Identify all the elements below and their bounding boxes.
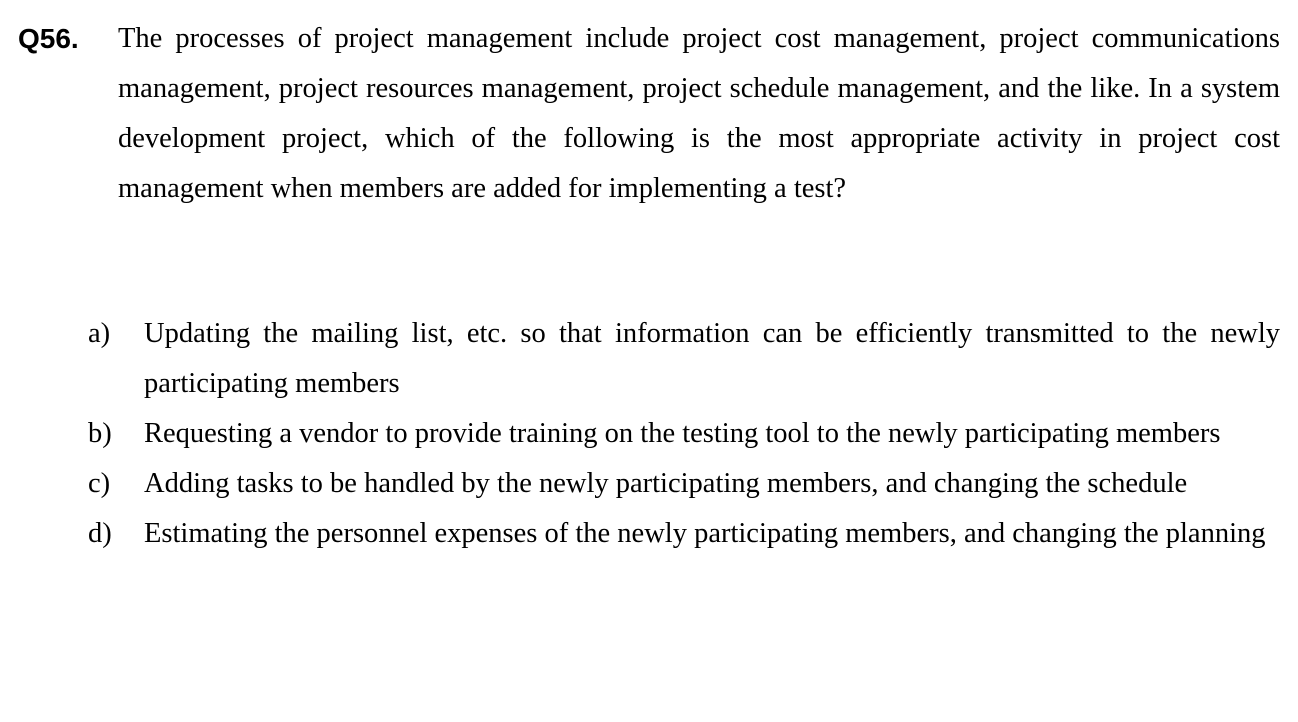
choice-text: Estimating the personnel expenses of the newly participating members, and changing the planning (144, 518, 1266, 549)
answer-choices (88, 309, 1280, 559)
choice-label: b) (88, 418, 112, 449)
choice-label: a) (88, 318, 111, 349)
choice-label: c) (88, 468, 111, 499)
choice-b (88, 409, 1280, 459)
choice-d (88, 509, 1280, 559)
choice-label: d) (88, 518, 112, 549)
question-text: The processes of project management include project cost management, project communications management, project resources management, project schedule management, and the like. In a system development project, which of the following is the most appropriate activity in project cost management when members are added for implementing a test? (118, 23, 1280, 204)
question-block (18, 14, 1280, 214)
choice-text: Adding tasks to be handled by the newly participating members, and changing the schedule (144, 468, 1188, 499)
choice-c (88, 459, 1280, 509)
choice-text: Updating the mailing list, etc. so that information can be efficiently transmitted to the newly participating members (144, 318, 1280, 399)
choice-a (88, 309, 1280, 409)
choice-text: Requesting a vendor to provide training on the testing tool to the newly participating members (144, 418, 1221, 449)
question-number: Q56. (18, 23, 79, 54)
